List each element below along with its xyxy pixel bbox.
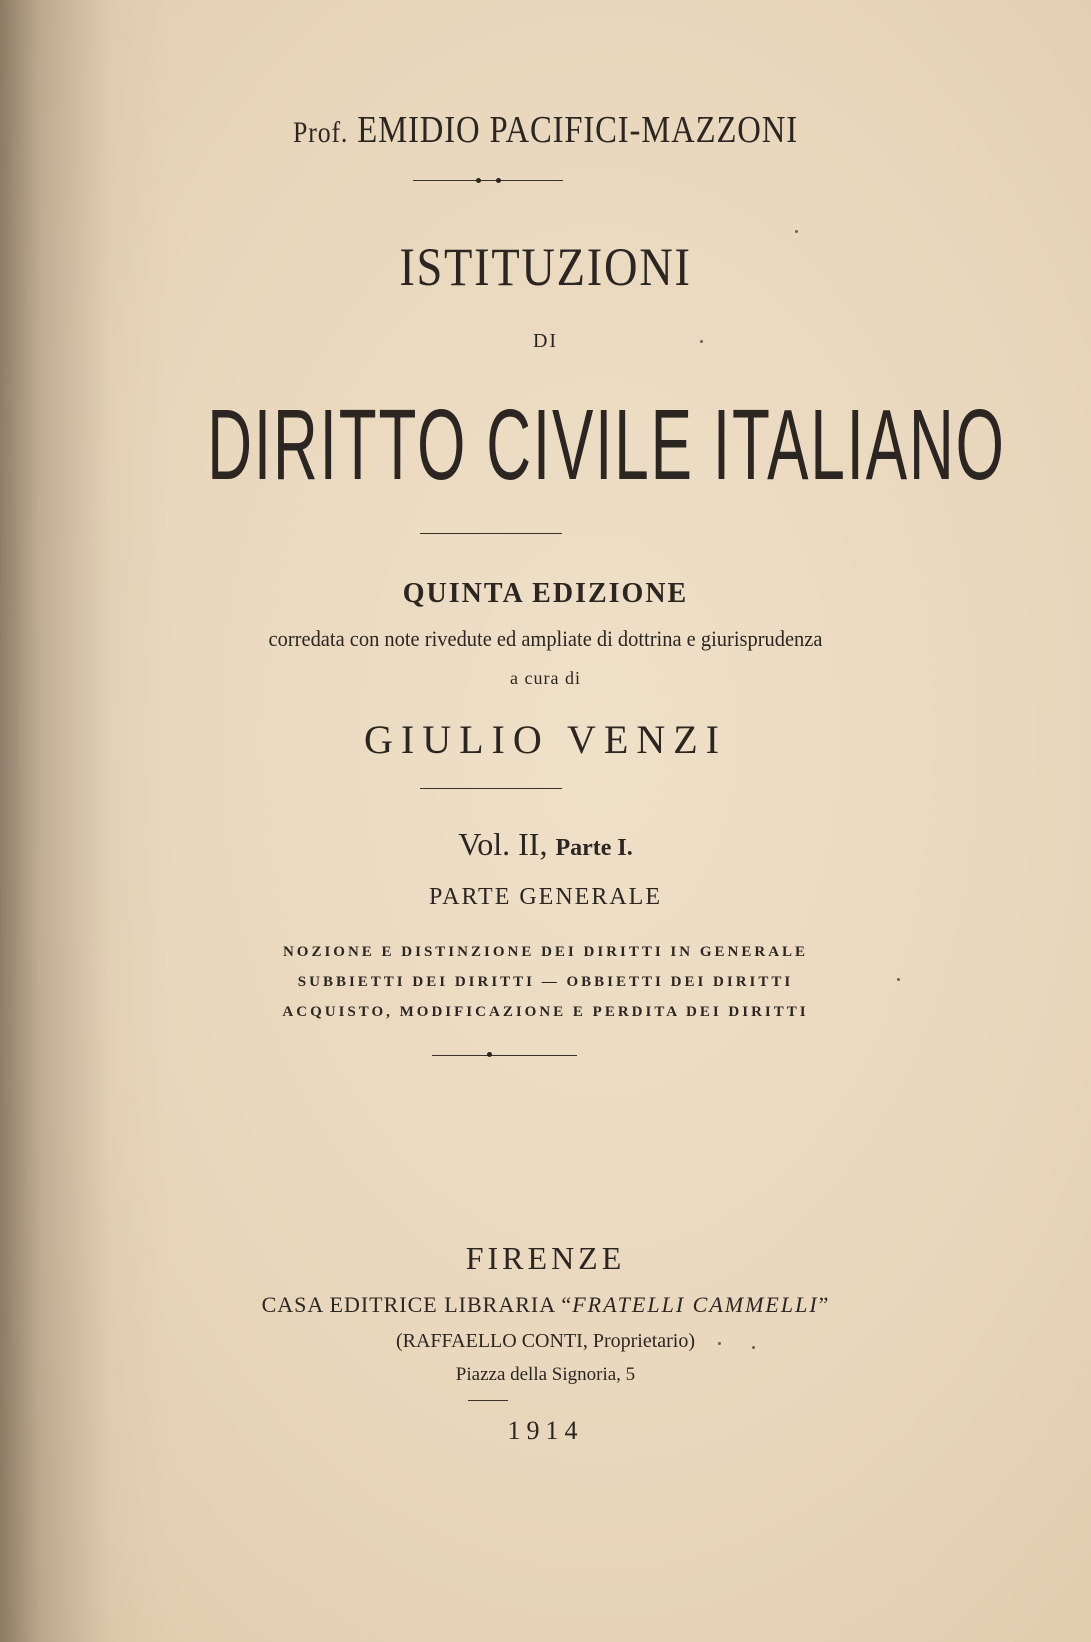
author-line bbox=[76, 108, 1014, 152]
author-prefix: Prof. bbox=[293, 116, 349, 149]
year-rule bbox=[468, 1400, 508, 1401]
publisher-city: FIRENZE bbox=[465, 1240, 626, 1276]
paper-speck bbox=[718, 1342, 721, 1345]
paper-speck bbox=[700, 340, 703, 343]
subject-line-3: ACQUISTO, MODIFICAZIONE E PERDITA DEI DIRITTI bbox=[282, 1004, 809, 1020]
publisher-suffix: ” bbox=[818, 1292, 830, 1317]
title-line-1: ISTITUZIONI bbox=[399, 237, 692, 297]
ornament-dot-bottom bbox=[487, 1052, 492, 1057]
edition-heading: QUINTA EDIZIONE bbox=[402, 578, 689, 609]
publisher-line bbox=[0, 1292, 1091, 1318]
editor-name: GIULIO VENZI bbox=[364, 717, 727, 762]
publisher-proprietor: (RAFFAELLO CONTI, Proprietario) bbox=[395, 1330, 696, 1352]
paper-speck bbox=[795, 230, 798, 233]
volume-line bbox=[0, 826, 1091, 863]
ornament-rule-bottom bbox=[432, 1055, 577, 1056]
paper-speck bbox=[752, 1346, 755, 1349]
publisher-prefix: CASA EDITRICE LIBRARIA “ bbox=[261, 1292, 573, 1317]
ornament-dot-top-1 bbox=[476, 178, 481, 183]
divider-rule-2 bbox=[420, 788, 562, 789]
ornament-dot-top-2 bbox=[496, 178, 501, 183]
subject-line-1: NOZIONE E DISTINZIONE DEI DIRITTI IN GENERALE bbox=[282, 944, 809, 960]
author-name: EMIDIO PACIFICI-MAZZONI bbox=[357, 109, 798, 151]
divider-rule-1 bbox=[420, 533, 562, 534]
title-connector: DI bbox=[532, 330, 559, 352]
publisher-address: Piazza della Signoria, 5 bbox=[455, 1364, 636, 1385]
ornament-rule-top bbox=[413, 180, 563, 181]
publisher-name: FRATELLI CAMMELLI bbox=[572, 1292, 819, 1317]
part-label: Parte I. bbox=[555, 835, 633, 861]
volume-label: Vol. II, bbox=[458, 826, 548, 862]
part-title: PARTE GENERALE bbox=[428, 884, 662, 910]
edition-note: corredata con note rivedute ed ampliate di dottrina e giurisprudenza bbox=[268, 626, 823, 651]
subject-line-2: SUBBIETTI DEI DIRITTI — OBBIETTI DEI DIRITTI bbox=[297, 974, 794, 990]
main-title: DIRITTO CIVILE ITALIANO bbox=[207, 389, 1006, 501]
editor-intro: a cura di bbox=[510, 668, 581, 688]
publication-year: 1914 bbox=[507, 1416, 584, 1445]
paper-speck bbox=[897, 978, 900, 981]
